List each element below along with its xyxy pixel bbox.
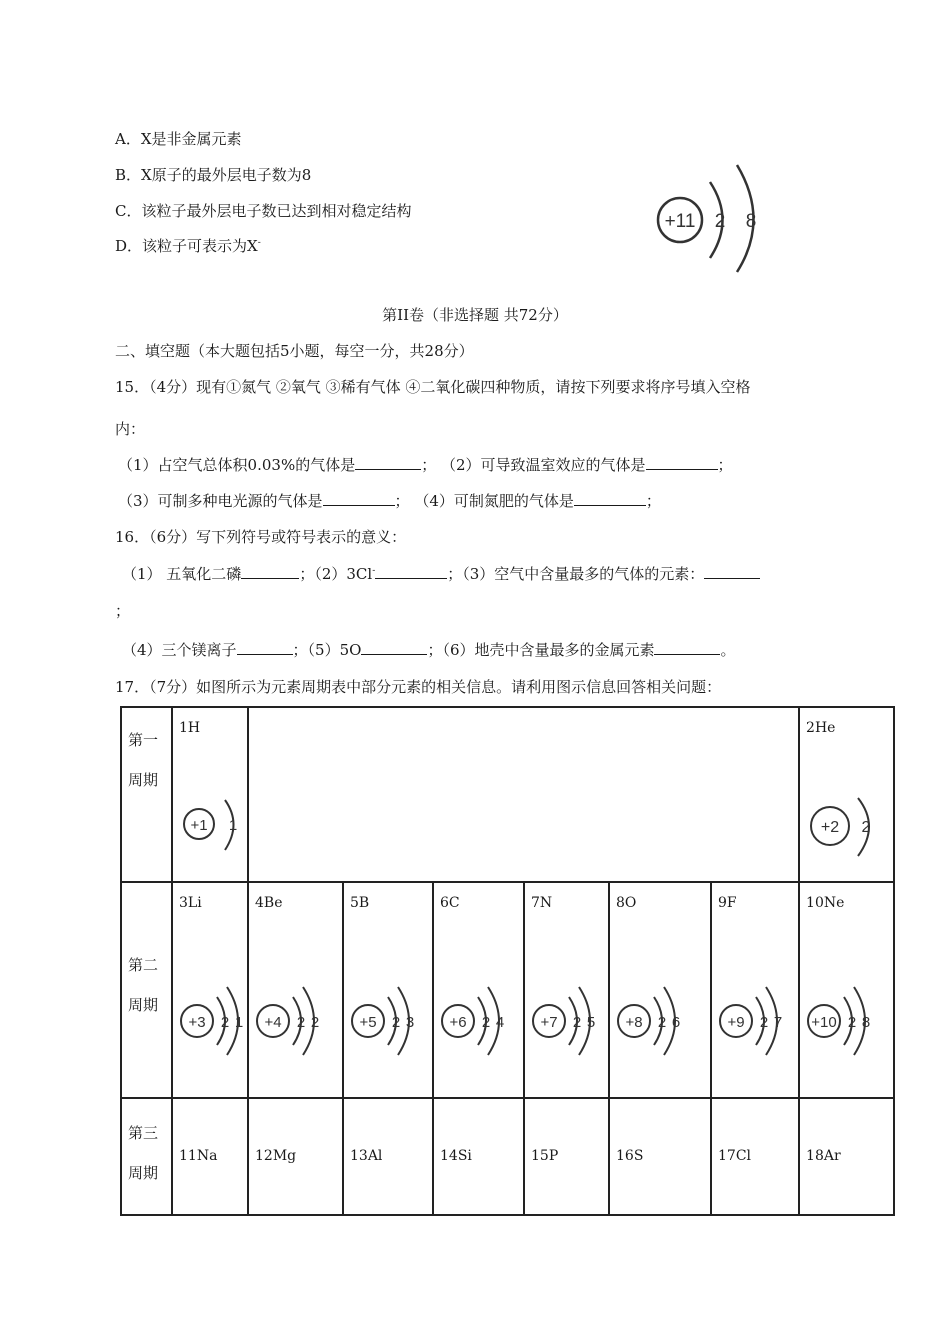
charge-sup: - — [257, 238, 261, 248]
element-name: 14Si — [440, 1148, 472, 1164]
element-name: 11Na — [179, 1148, 218, 1164]
part2-heading: 二、填空题（本大题包括5小题，每空一分，共28分） — [115, 342, 474, 360]
element-name: 15P — [531, 1148, 559, 1164]
element-name: 3Li — [179, 895, 202, 911]
shell-count-1: 2 — [759, 1014, 769, 1031]
element-name: 10Ne — [806, 895, 845, 911]
atom-diagram-H — [177, 792, 247, 862]
atom-diagram — [438, 979, 514, 1063]
element-cell-H — [172, 707, 248, 882]
nucleus-charge: +7 — [540, 1014, 558, 1031]
q15-blank-1[interactable] — [355, 455, 421, 470]
element-cell-Mg — [248, 1098, 343, 1215]
element-cell-O — [609, 882, 711, 1098]
q15-item3: （3）可制多种电光源的气体是 — [118, 492, 323, 510]
shell-count-2: 7 — [773, 1014, 783, 1031]
q16-blank-4[interactable] — [237, 640, 293, 655]
nucleus-charge: +4 — [264, 1014, 282, 1031]
q14-option-b: B．X原子的最外层电子数为8 — [115, 166, 312, 184]
q17-stem: 17．（7分）如图所示为元素周期表中部分元素的相关信息。请利用图示信息回答相关问题： — [115, 678, 722, 696]
q16-blank-2[interactable] — [375, 564, 447, 579]
svg-text:+2: +2 — [820, 819, 840, 836]
period-3-label: 第三 周期 — [121, 1098, 172, 1215]
element-name: 5B — [350, 895, 370, 911]
q15-item2: ； （2）可导致温室效应的气体是 — [421, 456, 646, 474]
q14-option-c: C．该粒子最外层电子数已达到相对稳定结构 — [115, 202, 412, 220]
q15-item4: ； （4）可制氮肥的气体是 — [394, 492, 574, 510]
period-1-empty — [248, 707, 799, 882]
element-cell-P — [524, 1098, 609, 1215]
svg-text:2: 2 — [861, 819, 871, 836]
q14-option-a: A．X是非金属元素 — [115, 130, 242, 148]
q16-row2-end: 。 — [720, 641, 736, 659]
q16-blank-1[interactable] — [241, 564, 299, 579]
element-cell-Al — [343, 1098, 433, 1215]
q15-item1: （1）占空气总体积0.03%的气体是 — [118, 456, 356, 474]
shell-count-1: 2 — [391, 1014, 401, 1031]
element-name: 16S — [616, 1148, 644, 1164]
shell-count-1: 2 — [714, 211, 726, 232]
q16-stem: 16．（6分）写下列符号或符号表示的意义： — [115, 528, 407, 546]
element-name: 7N — [531, 895, 553, 911]
shell-count-1: 2 — [847, 1014, 857, 1031]
nucleus-charge: +8 — [625, 1014, 643, 1031]
shell-count-1: 2 — [572, 1014, 582, 1031]
shell-count-2: 8 — [861, 1014, 871, 1031]
element-name: 9F — [718, 895, 737, 911]
section-title: 第II卷（非选择题 共72分） — [382, 306, 568, 324]
q16-item1: （1） 五氧化二磷 — [122, 565, 242, 583]
q15-stem: 15．（4分）现有①氮气 ②氧气 ③稀有气体 ④二氧化碳四种物质，请按下列要求将序号填入空格 — [115, 378, 751, 396]
element-cell-Na — [172, 1098, 248, 1215]
q16-row2 — [122, 639, 736, 660]
element-name: 17Cl — [718, 1148, 752, 1164]
q16-blank-3[interactable] — [704, 564, 760, 579]
shell-count-2: 4 — [495, 1014, 505, 1031]
q16-item6: ；（6）地壳中含量最多的金属元素 — [427, 641, 655, 659]
shell-count-2: 2 — [310, 1014, 320, 1031]
element-cell-S — [609, 1098, 711, 1215]
element-name: 8O — [616, 895, 637, 911]
ion-structure-diagram — [640, 160, 770, 275]
element-cell-He — [799, 707, 894, 882]
nucleus-charge: +3 — [188, 1014, 206, 1031]
atom-diagram — [614, 979, 690, 1063]
q15-row1 — [118, 454, 733, 475]
element-cell-B — [343, 882, 433, 1098]
q16-row1 — [122, 563, 760, 584]
element-cell-Be — [248, 882, 343, 1098]
nucleus-charge: +9 — [727, 1014, 745, 1031]
nucleus-charge: +6 — [449, 1014, 467, 1031]
element-cell-Si — [433, 1098, 524, 1215]
atom-diagram — [804, 979, 880, 1063]
element-name: 18Ar — [806, 1148, 841, 1164]
periodic-table — [120, 706, 895, 1216]
atom-diagram — [716, 979, 792, 1063]
element-name: 1H — [179, 720, 201, 736]
shell-count-2: 3 — [405, 1014, 415, 1031]
svg-text:+1: +1 — [190, 817, 208, 834]
q16-item3: ；（3）空气中含量最多的气体的元素： — [447, 565, 705, 583]
period-1-label: 第一 周期 — [121, 707, 172, 882]
atom-diagram — [253, 979, 329, 1063]
shell-count-1: 2 — [657, 1014, 667, 1031]
nucleus-charge: +10 — [811, 1014, 837, 1031]
q16-item2-sup: - — [372, 566, 376, 576]
q16-blank-5[interactable] — [361, 640, 427, 655]
atom-diagram — [177, 979, 253, 1063]
q15-row2 — [118, 490, 661, 511]
q15-blank-2[interactable] — [646, 455, 718, 470]
period-1-row — [121, 707, 894, 882]
element-cell-Ar — [799, 1098, 894, 1215]
element-name: 13Al — [350, 1148, 383, 1164]
period-3-row — [121, 1098, 894, 1215]
atom-diagram — [529, 979, 605, 1063]
q16-item4: （4）三个镁离子 — [122, 641, 237, 659]
shell-count-1: 2 — [220, 1014, 230, 1031]
shell-count-2: 1 — [234, 1014, 244, 1031]
element-name: 12Mg — [255, 1148, 297, 1164]
shell-count-1: 2 — [481, 1014, 491, 1031]
period-2-row — [121, 882, 894, 1098]
q15-blank-4[interactable] — [574, 491, 646, 506]
atom-diagram — [348, 979, 424, 1063]
q16-blank-6[interactable] — [654, 640, 720, 655]
q15-blank-3[interactable] — [323, 491, 395, 506]
element-name: 6C — [440, 895, 460, 911]
element-cell-N — [524, 882, 609, 1098]
nucleus-charge: +5 — [359, 1014, 377, 1031]
element-cell-Cl — [711, 1098, 799, 1215]
q14-option-d — [115, 235, 261, 256]
q15-stem-cont: 内： — [115, 420, 146, 438]
q15-row1-end: ； — [717, 456, 733, 474]
shell-count-2: 5 — [586, 1014, 596, 1031]
q16-item5: ；（5）5O — [292, 641, 362, 659]
element-cell-Li — [172, 882, 248, 1098]
q14-option-d-text: D．该粒子可表示为X — [115, 237, 258, 255]
shell-count-2: 8 — [745, 211, 757, 232]
nucleus-charge: +11 — [664, 211, 696, 232]
atom-diagram-He — [804, 792, 884, 864]
element-cell-F — [711, 882, 799, 1098]
q16-row1-end: ； — [115, 602, 131, 620]
svg-text:1: 1 — [228, 817, 238, 834]
shell-count-2: 6 — [671, 1014, 681, 1031]
element-name: 4Be — [255, 895, 283, 911]
period-2-label: 第二 周期 — [121, 882, 172, 1098]
q16-item2: ；（2）3Cl — [299, 565, 373, 583]
q15-row2-end: ； — [645, 492, 661, 510]
element-cell-C — [433, 882, 524, 1098]
element-name: 2He — [806, 720, 836, 736]
shell-count-1: 2 — [296, 1014, 306, 1031]
element-cell-Ne — [799, 882, 894, 1098]
